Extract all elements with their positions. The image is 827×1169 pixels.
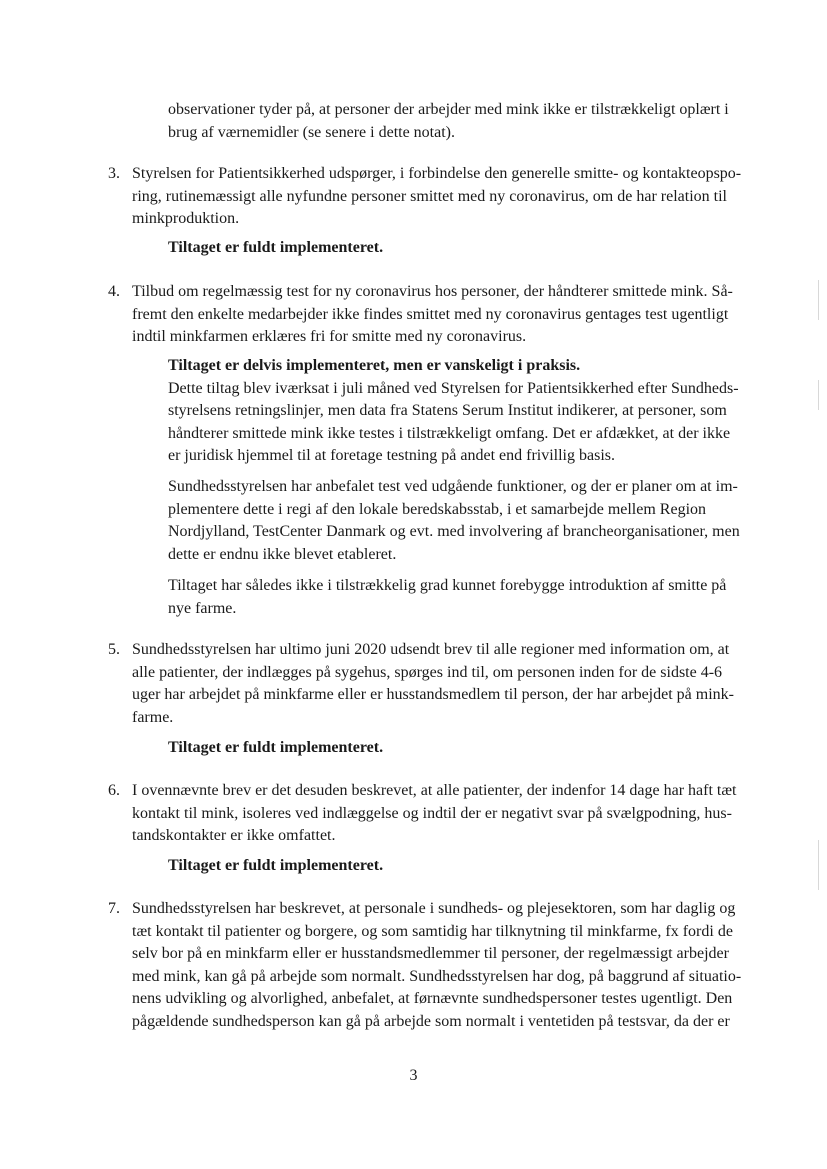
item-4-text: Tilbud om regelmæssig test for ny coronavirus hos personer, der håndterer smittede mink. Så- fremt den enkelte medarbejder ikke findes smittet med ny coronavirus gentages test ugentligt indtil minkfarmen erklæres fri for smitte med ny coronavirus. <box>132 283 733 345</box>
item-number: 7. <box>108 900 120 917</box>
item-number: 4. <box>108 283 120 300</box>
item-4-extra-paragraph: Tiltaget har således ikke i tilstrækkelig grad kunnet forebygge introduktion af smitte på nye farme. <box>168 577 727 617</box>
item-3-text: Styrelsen for Patientsikkerhed udspørger, i forbindelse den generelle smitte- og kontakteopspo- ring, rutinemæssigt alle nyfundne personer smittet med ny coronavirus, om de har relation til minkproduktion. <box>132 165 742 227</box>
intro-paragraph: observationer tyder på, at personer der arbejder med mink ikke er tilstrækkeligt oplært i brug af værnemidler (se senere i dette notat). <box>168 101 729 141</box>
item-6-text: I ovennævnte brev er det desuden beskrevet, at alle patienter, der indenfor 14 dage har haft tæt kontakt til mink, isoleres ved indlæggelse og indtil der er negativt svar på svælgpodning, hus- tandskontakter er ikke omfattet. <box>132 782 737 844</box>
item-4-status-block: Tiltaget er delvis implementeret, men er vanskeligt i praksis. Dette tiltag blev iværksat i juli måned ved Styrelsen for Patientsikkerhed efter Sundheds- styrelsens retningslinjer, men data fra Statens Serum Institut indikerer, at personer, som håndterer smittede mink ikke testes i tilstrækkeligt omfang. Det er afdækket, at der ikke er juridisk hjemmel til at foretage testning på andet end frivillig basis. <box>168 357 739 464</box>
item-3-status: Tiltaget er fuldt implementeret. <box>168 239 384 256</box>
scan-edge-mark <box>818 380 819 410</box>
item-number: 6. <box>108 782 120 799</box>
item-7-text: Sundhedsstyrelsen har beskrevet, at personale i sundheds- og plejesektoren, som har daglig og tæt kontakt til patienter og borgere, og som samtidig har tilknytning til minkfarme, fx fordi de selv bor på en minkfarm eller er husstandsmedlemmer til personer, der regelmæssigt arbejder med mink, kan gå på arbejde som normalt. Sundhedsstyrelsen har dog, på baggrund af situatio- nens udvikling og alvorlighed, anbefalet, at førnævnte sundhedspersoner testes ugentligt. Den pågældende sundhedsperson kan gå på arbejde som normalt i ventetiden på testsvar, da der er <box>132 900 742 1030</box>
item-number: 3. <box>108 165 120 182</box>
page-number: 3 <box>409 1067 418 1084</box>
item-5-text: Sundhedsstyrelsen har ultimo juni 2020 udsendt brev til alle regioner med information om, at alle patienter, der indlægges på sygehus, spørges ind til, om personen inden for de sidste 4-6 uger har arbejdet på minkfarme eller er husstandsmedlem til person, der har arbejdet på mink- farme. <box>132 641 734 726</box>
item-6-status: Tiltaget er fuldt implementeret. <box>168 857 384 874</box>
scan-edge-mark <box>818 280 819 320</box>
item-4-status: Tiltaget er delvis implementeret, men er vanskeligt i praksis. <box>168 357 581 374</box>
item-number: 5. <box>108 641 120 658</box>
scan-edge-mark <box>818 840 819 890</box>
item-5-status: Tiltaget er fuldt implementeret. <box>168 739 384 756</box>
item-4-extra-paragraph: Sundhedsstyrelsen har anbefalet test ved udgående funktioner, og der er planer om at im- plementere dette i regi af den lokale beredskabsstab, i et samarbejde mellem Region Nordjylland, TestCenter Danmark og evt. med involvering af brancheorganisationer, men dette er endnu ikke blevet etableret. <box>168 478 740 563</box>
